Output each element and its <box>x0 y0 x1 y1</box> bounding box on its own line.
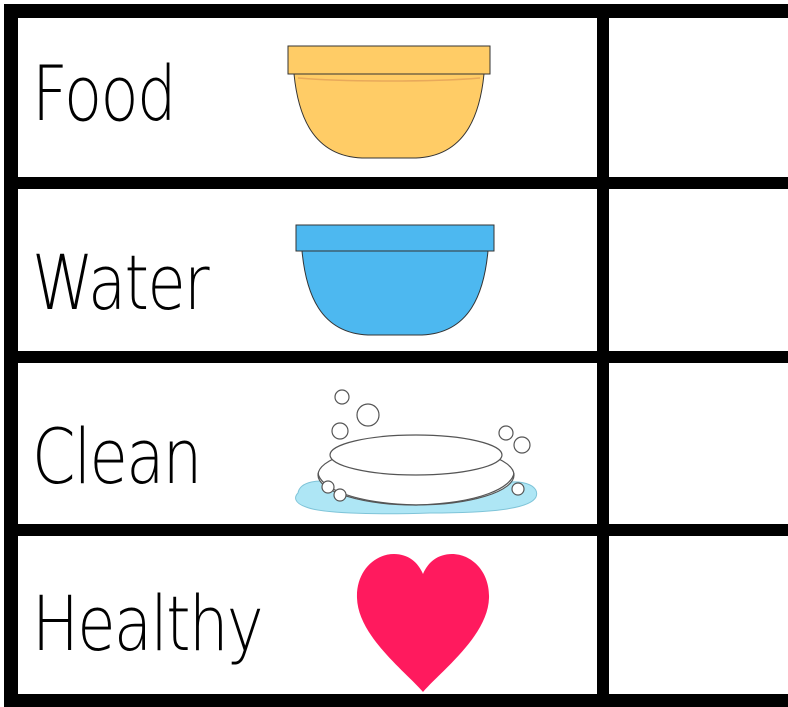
row-label-water: Water <box>32 238 209 327</box>
soapy-dish-icon <box>290 387 542 519</box>
check-cell-water[interactable] <box>609 189 788 351</box>
heart-icon <box>354 552 492 694</box>
check-cell-healthy[interactable] <box>609 536 788 694</box>
blue-bowl-icon <box>294 223 496 339</box>
row-label-clean: Clean <box>32 412 201 501</box>
row-label-food: Food <box>32 49 175 138</box>
yellow-bowl-icon <box>286 44 492 162</box>
check-cell-food[interactable] <box>609 18 788 177</box>
row-label-healthy: Healthy <box>32 579 263 668</box>
check-cell-clean[interactable] <box>609 363 788 524</box>
